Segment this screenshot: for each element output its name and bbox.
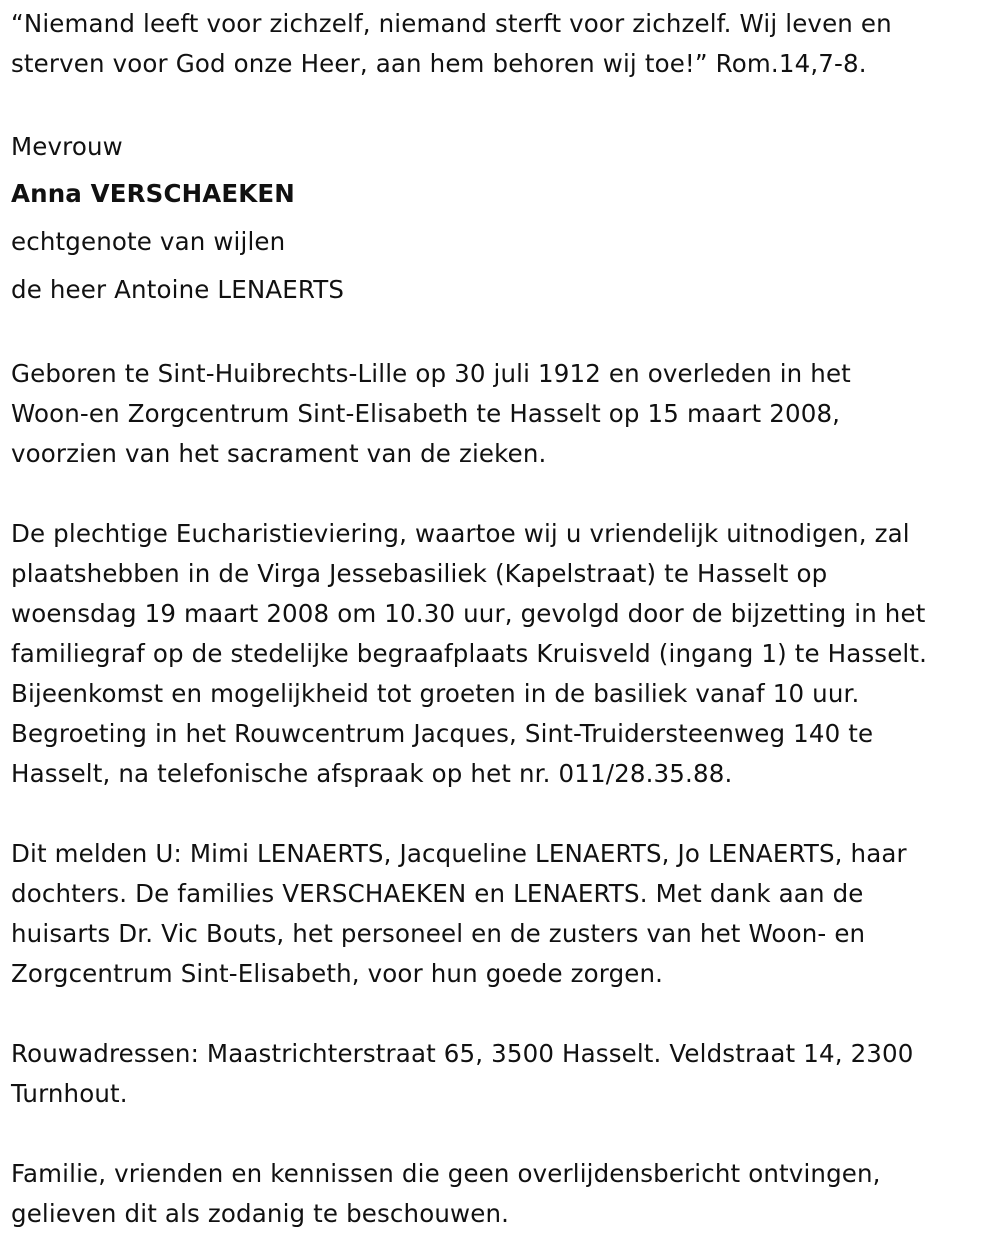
addresses-paragraph: Rouwadressen: Maastrichterstraat 65, 3500 Hasselt. Veldstraat 14, 2300 Turnhout. <box>11 1039 914 1108</box>
spacer <box>11 474 993 514</box>
deceased-relation: echtgenote van wijlen <box>11 227 286 256</box>
spacer <box>11 314 993 354</box>
spacer <box>11 1114 993 1154</box>
birth-death-paragraph: Geboren te Sint-Huibrechts-Lille op 30 juli 1912 en overleden in het Woon-en Zorgcentrum Sint-Elisabeth te Hasselt op 15 maart 2008, voorzien van het sacrament van de zieken. <box>11 359 851 468</box>
deceased-block <box>11 124 993 314</box>
spacer <box>11 84 993 124</box>
deceased-name: Anna VERSCHAEKEN <box>11 179 295 208</box>
ceremony-paragraph: De plechtige Eucharistieviering, waartoe wij u vriendelijk uitnodigen, zal plaatshebben in de Virga Jessebasiliek (Kapelstraat) te Hasselt op woensdag 19 maart 2008 om 10.30 uur, gevolgd door de bijzetting in het familiegraf op de stedelijke begraafplaats Kruisveld (ingang 1) te Hasselt. Bijeenkomst en mogelijkheid tot groeten in de basiliek vanaf 10 uur. Begroeting in het Rouwcentrum Jacques, Sint-Truidersteenweg 140 te Hasselt, na telefonische afspraak op het nr. 011/28.35.88. <box>11 519 928 788</box>
family-paragraph: Dit melden U: Mimi LENAERTS, Jacqueline LENAERTS, Jo LENAERTS, haar dochters. De families VERSCHAEKEN en LENAERTS. Met dank aan de huisarts Dr. Vic Bouts, het personeel en de zusters van het Woon- en Zorgcentrum Sint-Elisabeth, voor hun goede zorgen. <box>11 839 907 988</box>
bible-quote: “Niemand leeft voor zichzelf, niemand sterft voor zichzelf. Wij leven en sterven voor God onze Heer, aan hem behoren wij toe!” Rom.14,7-8. <box>11 9 892 78</box>
closing-paragraph: Familie, vrienden en kennissen die geen overlijdensbericht ontvingen, gelieven dit als zodanig te beschouwen. <box>11 1159 881 1228</box>
spouse-name: de heer Antoine LENAERTS <box>11 275 345 304</box>
spacer <box>11 794 993 834</box>
death-notice <box>11 4 993 1234</box>
spacer <box>11 994 993 1034</box>
deceased-title: Mevrouw <box>11 132 123 161</box>
